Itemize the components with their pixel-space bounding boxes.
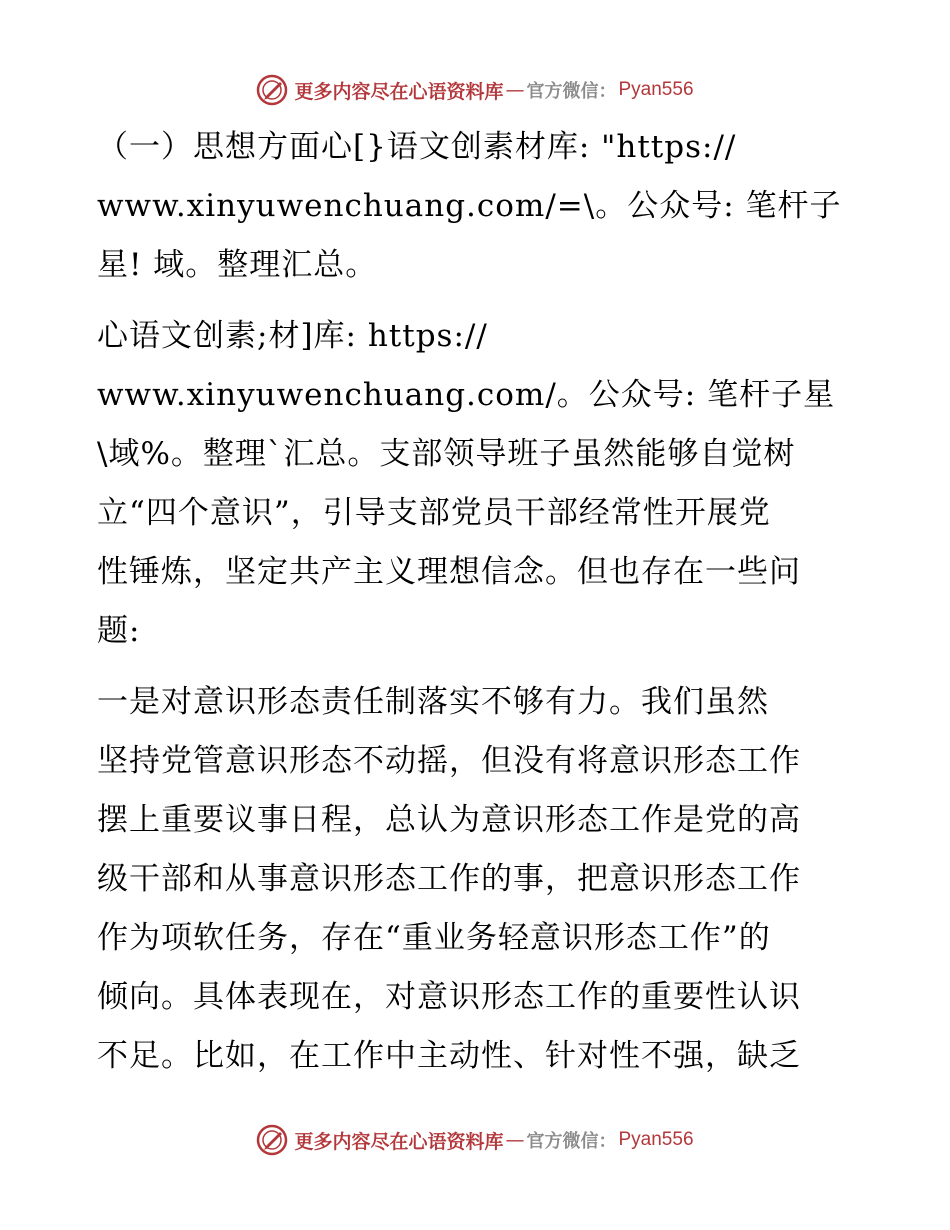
banner-official-label: 官方微信： — [526, 1131, 617, 1152]
text-line: 作为项软任务，存在“重业务轻意识形态工作”的 — [97, 920, 771, 956]
text-line: 坚持党管意识形态不动摇，但没有将意识形态工作 — [97, 743, 801, 779]
text-line: （一）思想方面心[}语文创素材库: "https:// — [97, 129, 737, 165]
footer-banner — [0, 1120, 950, 1160]
xinyu-logo-icon — [256, 1124, 288, 1156]
paragraph-branch-leadership — [97, 307, 857, 661]
xinyu-logo-icon — [256, 74, 288, 106]
paragraph-ideology-responsibility — [97, 673, 857, 1086]
banner-wechat-id: Pyan556 — [618, 1129, 694, 1150]
text-line: 倾向。具体表现在，对意识形态工作的重要性认识 — [97, 979, 801, 1015]
text-line: \域%。整理`汇总。支部领导班子虽然能够自觉树 — [97, 436, 796, 472]
banner-dash: — — [505, 1129, 525, 1151]
document-body — [97, 118, 857, 1086]
text-line: 一是对意识形态责任制落实不够有力。我们虽然 — [97, 684, 769, 720]
text-line: 心语文创素;材]库: https:// — [97, 318, 488, 354]
text-line: 立“四个意识”，引导支部党员干部经常性开展党 — [97, 495, 771, 531]
text-line: 不足。比如，在工作中主动性、针对性不强，缺乏 — [97, 1038, 801, 1074]
banner-official-label: 官方微信： — [526, 81, 617, 102]
header-banner — [0, 70, 950, 110]
text-line: www.xinyuwenchuang.com/=\。公众号: 笔杆子 — [97, 188, 842, 224]
banner-wechat-id: Pyan556 — [618, 79, 694, 100]
text-line: 级干部和从事意识形态工作的事，把意识形态工作 — [97, 861, 801, 897]
banner-slogan: 更多内容尽在心语资料库 — [294, 80, 504, 103]
text-line: 性锤炼，坚定共产主义理想信念。但也存在一些问 — [97, 554, 801, 590]
text-line: 题: — [97, 613, 141, 649]
text-line: 摆上重要议事日程，总认为意识形态工作是党的高 — [97, 802, 801, 838]
text-line: www.xinyuwenchuang.com/。公众号: 笔杆子星 — [97, 377, 836, 413]
banner-dash: — — [505, 79, 525, 101]
paragraph-thought-aspect — [97, 118, 857, 295]
text-line: 星! 域。整理汇总。 — [97, 247, 378, 283]
banner-slogan: 更多内容尽在心语资料库 — [294, 1130, 504, 1153]
